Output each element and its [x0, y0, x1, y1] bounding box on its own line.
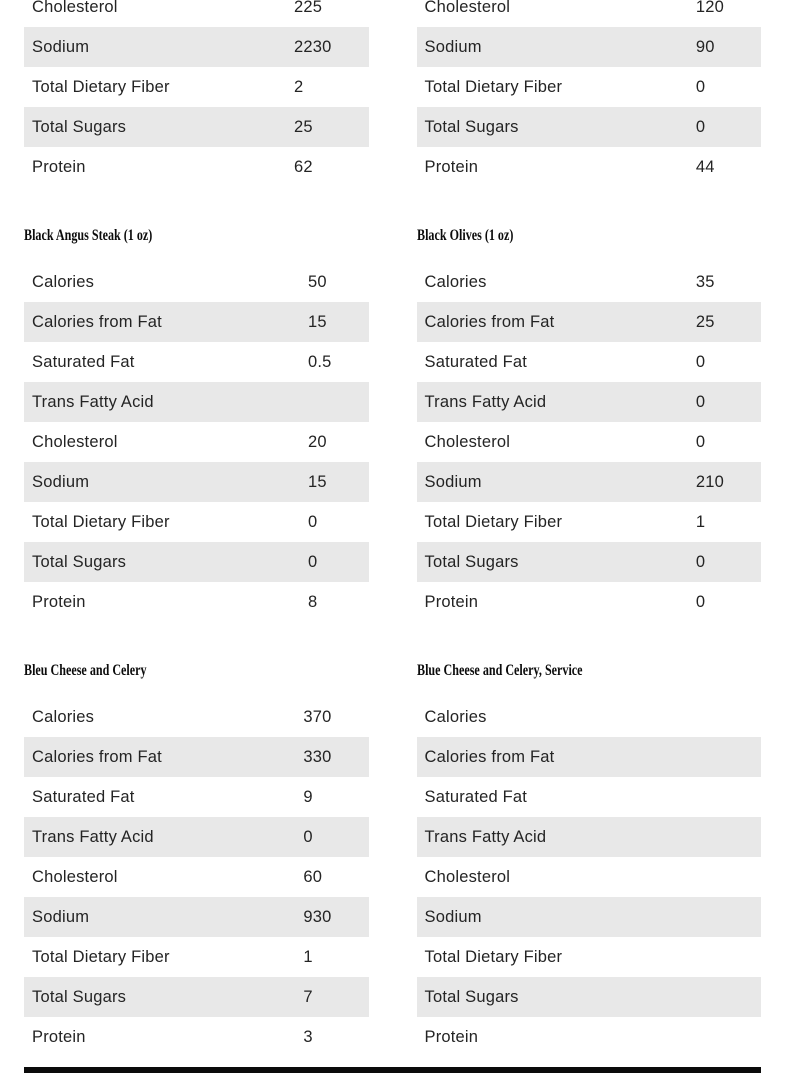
nutrient-label: Saturated Fat [32, 352, 135, 371]
nutrient-value [724, 977, 761, 1017]
nutrient-value [308, 382, 369, 422]
table-row [417, 737, 762, 777]
table-row [417, 27, 762, 67]
nutrient-label: Total Sugars [417, 542, 696, 582]
section-divider-bar [24, 1067, 761, 1073]
table-row [24, 462, 369, 502]
table-row [24, 697, 369, 737]
table-row [417, 67, 762, 107]
table-row [24, 937, 369, 977]
nutrient-value: 25 [696, 302, 761, 342]
nutrient-label: Total Dietary Fiber [424, 947, 563, 966]
nutrient-label: Protein [424, 1027, 479, 1046]
table-row [417, 342, 762, 382]
nutrition-table-container [24, 0, 369, 187]
nutrition-table [417, 0, 762, 187]
nutrient-label: Saturated Fat [32, 787, 135, 806]
nutrient-value: 90 [696, 27, 761, 67]
table-row [24, 582, 369, 622]
table-row [417, 1017, 762, 1057]
nutrient-label: Total Sugars [24, 107, 294, 147]
table-row [24, 0, 369, 27]
table-row [417, 502, 762, 542]
nutrient-label: Total Sugars [417, 977, 725, 1017]
nutrient-label: Protein [424, 157, 479, 176]
nutrient-label: Cholesterol [32, 432, 118, 451]
nutrition-table [417, 697, 762, 1057]
nutrient-value: 15 [308, 302, 369, 342]
nutrition-table [24, 0, 369, 187]
band-continued-tables [24, 0, 761, 187]
nutrient-label: Cholesterol [32, 867, 118, 886]
nutrient-value [724, 937, 761, 977]
nutrient-value: 0 [307, 512, 318, 531]
nutrient-value: 62 [293, 157, 313, 176]
table-title: Black Angus Steak (1 oz) [24, 227, 153, 244]
table-row [417, 582, 762, 622]
nutrient-value [724, 737, 761, 777]
nutrient-label: Total Dietary Fiber [32, 77, 170, 96]
nutrient-value [724, 897, 761, 937]
nutrient-label: Sodium [24, 27, 294, 67]
table-row [417, 857, 762, 897]
table-row [417, 777, 762, 817]
nutrient-label: Cholesterol [424, 432, 511, 451]
nutrient-label: Trans Fatty Acid [24, 382, 308, 422]
table-row [24, 422, 369, 462]
nutrient-value: 370 [303, 707, 332, 726]
nutrition-table [24, 262, 369, 622]
nutrition-table-container [417, 0, 762, 187]
nutrient-value: 0 [696, 382, 761, 422]
nutrient-value: 50 [307, 272, 327, 291]
nutrient-label: Trans Fatty Acid [417, 817, 725, 857]
table-row [24, 857, 369, 897]
nutrient-label: Total Dietary Fiber [32, 947, 170, 966]
table-row [24, 147, 369, 187]
table-row [24, 897, 369, 937]
nutrient-label: Total Dietary Fiber [424, 512, 563, 531]
nutrient-value: 0 [308, 542, 369, 582]
nutrient-label: Saturated Fat [424, 787, 528, 806]
table-row [417, 302, 762, 342]
nutrient-value: 0 [303, 817, 368, 857]
table-title: Blue Cheese and Celery, Service [416, 662, 583, 679]
nutrient-value: 7 [303, 977, 368, 1017]
nutrient-value: 1 [695, 512, 706, 531]
table-title: Black Olives (1 oz) [416, 227, 513, 244]
table-row [417, 697, 762, 737]
table-row [417, 107, 762, 147]
nutrient-value [724, 697, 761, 737]
table-row [24, 977, 369, 1017]
table-row [24, 502, 369, 542]
nutrient-label: Total Sugars [24, 542, 308, 582]
nutrient-value: 2 [293, 77, 304, 96]
table-title: Bleu Cheese and Celery [24, 662, 147, 679]
nutrient-value: 225 [293, 0, 323, 16]
nutrient-label: Total Dietary Fiber [32, 512, 170, 531]
nutrient-value: 0 [696, 542, 761, 582]
nutrient-label: Total Sugars [417, 107, 696, 147]
nutrient-value: 2230 [294, 27, 369, 67]
nutrient-value: 15 [308, 462, 369, 502]
nutrient-label: Sodium [24, 897, 303, 937]
nutrient-label: Trans Fatty Acid [24, 817, 303, 857]
nutrient-value: 20 [307, 432, 327, 451]
nutrient-label: Total Sugars [24, 977, 303, 1017]
table-row [417, 897, 762, 937]
nutrient-label: Cholesterol [424, 0, 511, 16]
nutrient-label: Calories [424, 272, 487, 291]
nutrient-value: 1 [303, 947, 313, 966]
nutrient-value [724, 1017, 761, 1057]
nutrient-label: Calories [32, 272, 95, 291]
table-row [417, 542, 762, 582]
table-row [24, 67, 369, 107]
band-bleu-cheese [24, 622, 761, 1057]
nutrient-label: Sodium [24, 462, 308, 502]
nutrient-value: 44 [695, 157, 715, 176]
nutrient-label: Calories [32, 707, 95, 726]
nutrient-label: Calories from Fat [417, 737, 725, 777]
table-row [417, 422, 762, 462]
nutrient-value: 0 [695, 432, 706, 451]
nutrient-label: Calories from Fat [24, 302, 308, 342]
table-row [24, 342, 369, 382]
nutrient-label: Total Dietary Fiber [424, 77, 563, 96]
nutrient-label: Calories from Fat [24, 737, 303, 777]
table-row [24, 382, 369, 422]
table-row [24, 737, 369, 777]
table-row [24, 542, 369, 582]
table-row [417, 0, 762, 27]
nutrient-value: 930 [303, 897, 368, 937]
band-steak-olives [24, 187, 761, 622]
nutrition-table-container [417, 187, 762, 622]
nutrient-label: Sodium [417, 27, 696, 67]
nutrient-label: Sodium [417, 897, 725, 937]
table-row [417, 382, 762, 422]
nutrient-value: 0.5 [307, 352, 332, 371]
table-row [417, 977, 762, 1017]
table-row [24, 777, 369, 817]
nutrition-table-container [24, 187, 369, 622]
table-row [24, 107, 369, 147]
table-row [417, 147, 762, 187]
nutrient-value [724, 817, 761, 857]
nutrient-label: Cholesterol [424, 867, 511, 886]
table-row [417, 937, 762, 977]
nutrient-label: Protein [32, 157, 86, 176]
nutrition-table-container [24, 622, 369, 1057]
nutrient-label: Trans Fatty Acid [417, 382, 696, 422]
nutrient-value: 35 [695, 272, 715, 291]
nutrient-label: Saturated Fat [424, 352, 528, 371]
nutrient-value [724, 777, 761, 817]
nutrient-label: Calories from Fat [417, 302, 696, 342]
nutrient-label: Protein [32, 1027, 86, 1046]
nutrient-label: Protein [424, 592, 479, 611]
nutrient-value: 9 [303, 787, 313, 806]
table-row [24, 302, 369, 342]
nutrient-label: Cholesterol [32, 0, 118, 16]
nutrition-table [24, 697, 369, 1057]
nutrient-label: Calories [424, 707, 487, 726]
table-row [24, 27, 369, 67]
nutrient-value: 210 [696, 462, 761, 502]
nutrient-value: 0 [695, 352, 706, 371]
table-row [24, 817, 369, 857]
nutrient-value: 0 [695, 592, 706, 611]
nutrient-value: 3 [303, 1027, 313, 1046]
nutrient-value: 330 [303, 737, 368, 777]
nutrient-value: 60 [303, 867, 323, 886]
nutrient-value: 8 [307, 592, 318, 611]
table-row [417, 817, 762, 857]
nutrient-value: 25 [294, 107, 369, 147]
table-row [24, 1017, 369, 1057]
nutrient-value [724, 857, 761, 897]
table-row [417, 262, 762, 302]
nutrition-table-container [417, 622, 762, 1057]
nutrient-label: Sodium [417, 462, 696, 502]
nutrient-value: 0 [695, 77, 706, 96]
nutrient-value: 120 [695, 0, 724, 16]
nutrient-value: 0 [696, 107, 761, 147]
nutrition-table [417, 262, 762, 622]
table-row [24, 262, 369, 302]
table-row [417, 462, 762, 502]
nutrient-label: Protein [32, 592, 86, 611]
